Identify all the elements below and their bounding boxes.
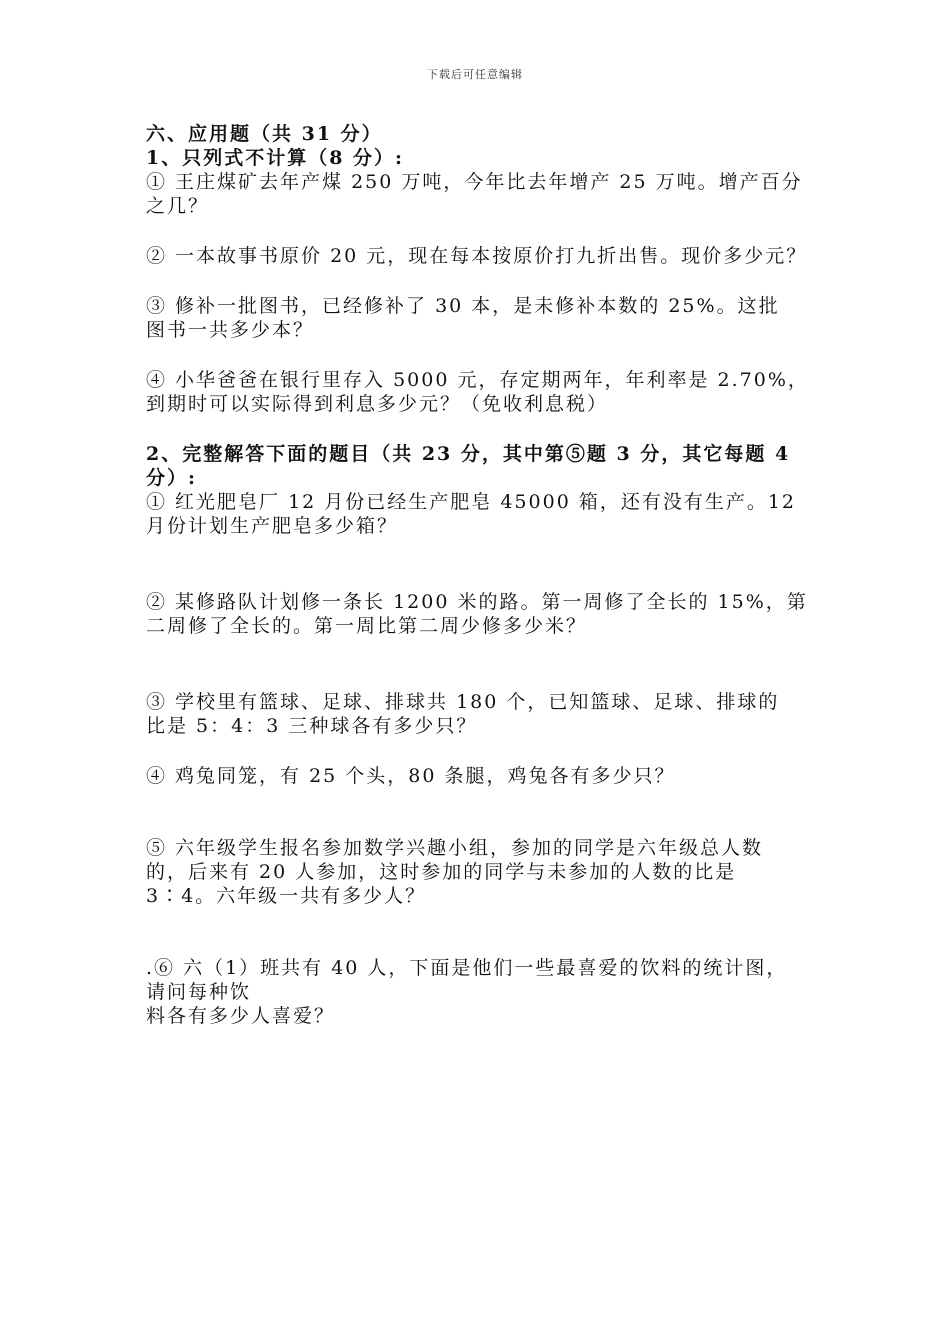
question-line: 到期时可以实际得到利息多少元？（免收利息税） bbox=[146, 393, 609, 415]
part2-title-line: 2、完整解答下面的题目（共 23 分，其中第⑤题 3 分，其它每题 4 bbox=[146, 443, 791, 465]
question-line: 二周修了全长的。第一周比第二周少修多少米？ bbox=[146, 615, 588, 637]
question-line: ④ 鸡兔同笼，有 25 个头，80 条腿，鸡兔各有多少只？ bbox=[146, 765, 676, 787]
part2-title bbox=[146, 442, 826, 490]
section-title: 六、应用题（共 31 分） bbox=[146, 123, 383, 145]
question-line: 月份计划生产肥皂多少箱？ bbox=[146, 515, 399, 537]
question-line: ④ 小华爸爸在银行里存入 5000 元，存定期两年，年利率是 2.70%， bbox=[146, 369, 809, 391]
document-body bbox=[146, 122, 826, 1028]
question-line: 料各有多少人喜爱？ bbox=[146, 1005, 336, 1027]
question-line: 3∶4。六年级一共有多少人？ bbox=[146, 885, 427, 907]
part2-question-3 bbox=[146, 690, 826, 738]
page-header: 下载后可任意编辑 bbox=[427, 68, 523, 81]
part2-question-2 bbox=[146, 590, 826, 638]
question-line: ⑤ 六年级学生报名参加数学兴趣小组，参加的同学是六年级总人数 bbox=[146, 837, 764, 859]
question-line: 比是 5：4：3 三种球各有多少只？ bbox=[146, 715, 478, 737]
question-line: ③ 修补一批图书，已经修补了 30 本，是未修补本数的 25%。这批 bbox=[146, 295, 780, 317]
part2-question-4 bbox=[146, 764, 826, 788]
part1-question-3 bbox=[146, 294, 826, 342]
question-line: .⑥ 六（1）班共有 40 人，下面是他们一些最喜爱的饮料的统计图， bbox=[146, 957, 788, 979]
part1-question-4 bbox=[146, 368, 826, 416]
part2-question-5 bbox=[146, 836, 826, 908]
part2-question-1 bbox=[146, 490, 826, 538]
question-line: ② 某修路队计划修一条长 1200 米的路。第一周修了全长的 15%，第 bbox=[146, 591, 808, 613]
question-line: 请问每种饮 bbox=[146, 981, 252, 1003]
part2-title-line: 分）: bbox=[146, 467, 198, 489]
question-line: 图书一共多少本？ bbox=[146, 319, 315, 341]
part1-question-2 bbox=[146, 244, 826, 268]
part1-question-1 bbox=[146, 170, 826, 218]
question-line: ③ 学校里有篮球、足球、排球共 180 个，已知篮球、足球、排球的 bbox=[146, 691, 780, 713]
question-line: 的，后来有 20 人参加，这时参加的同学与未参加的人数的比是 bbox=[146, 861, 737, 883]
question-line: ① 红光肥皂厂 12 月份已经生产肥皂 45000 箱，还有没有生产。12 bbox=[146, 491, 796, 513]
question-line: 之几？ bbox=[146, 195, 210, 217]
question-line: ② 一本故事书原价 20 元，现在每本按原价打九折出售。现价多少元？ bbox=[146, 245, 808, 267]
part2-question-6 bbox=[146, 956, 826, 1028]
part1-title: 1、只列式不计算（8 分）: bbox=[146, 147, 405, 169]
question-line: ① 王庄煤矿去年产煤 250 万吨，今年比去年增产 25 万吨。增产百分 bbox=[146, 171, 803, 193]
